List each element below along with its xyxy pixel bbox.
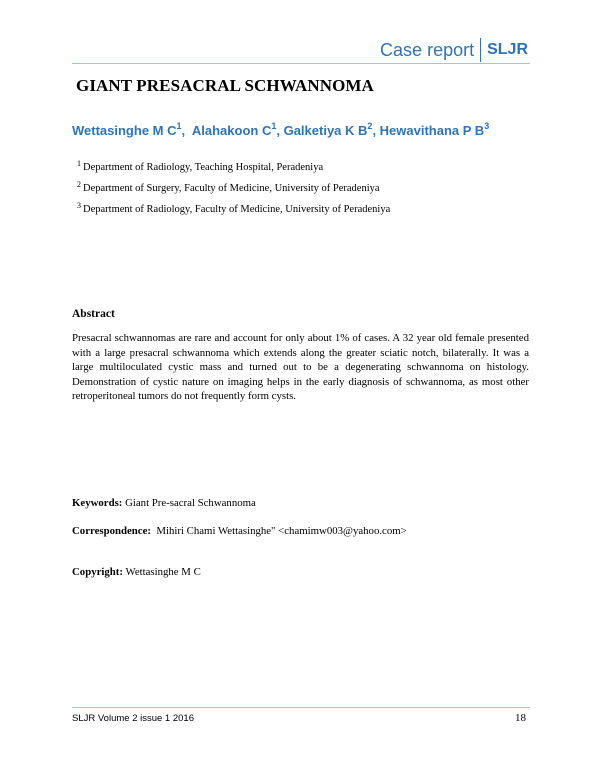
affiliation-item — [77, 197, 390, 218]
affiliation-text: Department of Surgery, Faculty of Medicine, University of Peradeniya — [83, 183, 380, 194]
copyright-line — [72, 566, 201, 578]
author-separator: , — [372, 123, 380, 138]
abstract-heading: Abstract — [72, 308, 115, 320]
copyright-value: Wettasinghe M C — [123, 566, 201, 578]
author-affiliation-mark: 1 — [176, 121, 182, 131]
author-list — [72, 121, 489, 138]
copyright-label: Copyright: — [72, 566, 123, 578]
header-section-label: Case report — [380, 38, 481, 62]
correspondence-line — [72, 525, 407, 537]
header-divider — [72, 63, 530, 64]
author-name: Wettasinghe M C — [72, 123, 177, 138]
affiliation-number: 2 — [77, 180, 81, 189]
header-journal-label: SLJR — [487, 41, 528, 58]
affiliation-list — [77, 155, 390, 218]
keywords-value: Giant Pre-sacral Schwannoma — [122, 497, 256, 509]
affiliation-number: 1 — [77, 159, 81, 168]
abstract-body: Presacral schwannomas are rare and account for only about 1% of cases. A 32 year old female presented with a large presacral schwannoma which extends along the greater sciatic notch, bilaterally. It was a large multiloculated cystic mass and turned out to be a degenerating schwannoma on histology. Demonstration of cystic nature on imaging helps in the early diagnosis of schwannoma, as most other retroperitoneal tumors do not frequently form cysts. — [72, 332, 529, 403]
affiliation-item — [77, 176, 390, 197]
article-title: GIANT PRESACRAL SCHWANNOMA — [76, 76, 374, 95]
author-affiliation-mark: 1 — [271, 121, 277, 131]
author-affiliation-mark: 2 — [367, 121, 373, 131]
page-number: 18 — [515, 712, 526, 724]
correspondence-value: Mihiri Chami Wettasinghe" <chamimw003@yahoo.com> — [150, 525, 407, 537]
author-separator: , — [276, 123, 284, 138]
correspondence-label: Correspondence: — [72, 525, 151, 537]
author-name: Galketiya K B — [283, 123, 368, 138]
footer-journal-issue: SLJR Volume 2 issue 1 2016 — [72, 713, 194, 724]
affiliation-item — [77, 155, 390, 176]
running-header — [380, 38, 528, 62]
author-separator: , — [181, 123, 192, 138]
author-name: Alahakoon C — [191, 123, 272, 138]
footer-divider — [72, 707, 530, 708]
keywords-label: Keywords: — [72, 497, 123, 509]
author-name: Hewavithana P B — [379, 123, 485, 138]
affiliation-text: Department of Radiology, Faculty of Medicine, University of Peradeniya — [83, 204, 391, 215]
keywords-line — [72, 497, 256, 509]
affiliation-number: 3 — [77, 201, 81, 210]
affiliation-text: Department of Radiology, Teaching Hospital, Peradeniya — [83, 162, 324, 173]
author-affiliation-mark: 3 — [484, 121, 490, 131]
